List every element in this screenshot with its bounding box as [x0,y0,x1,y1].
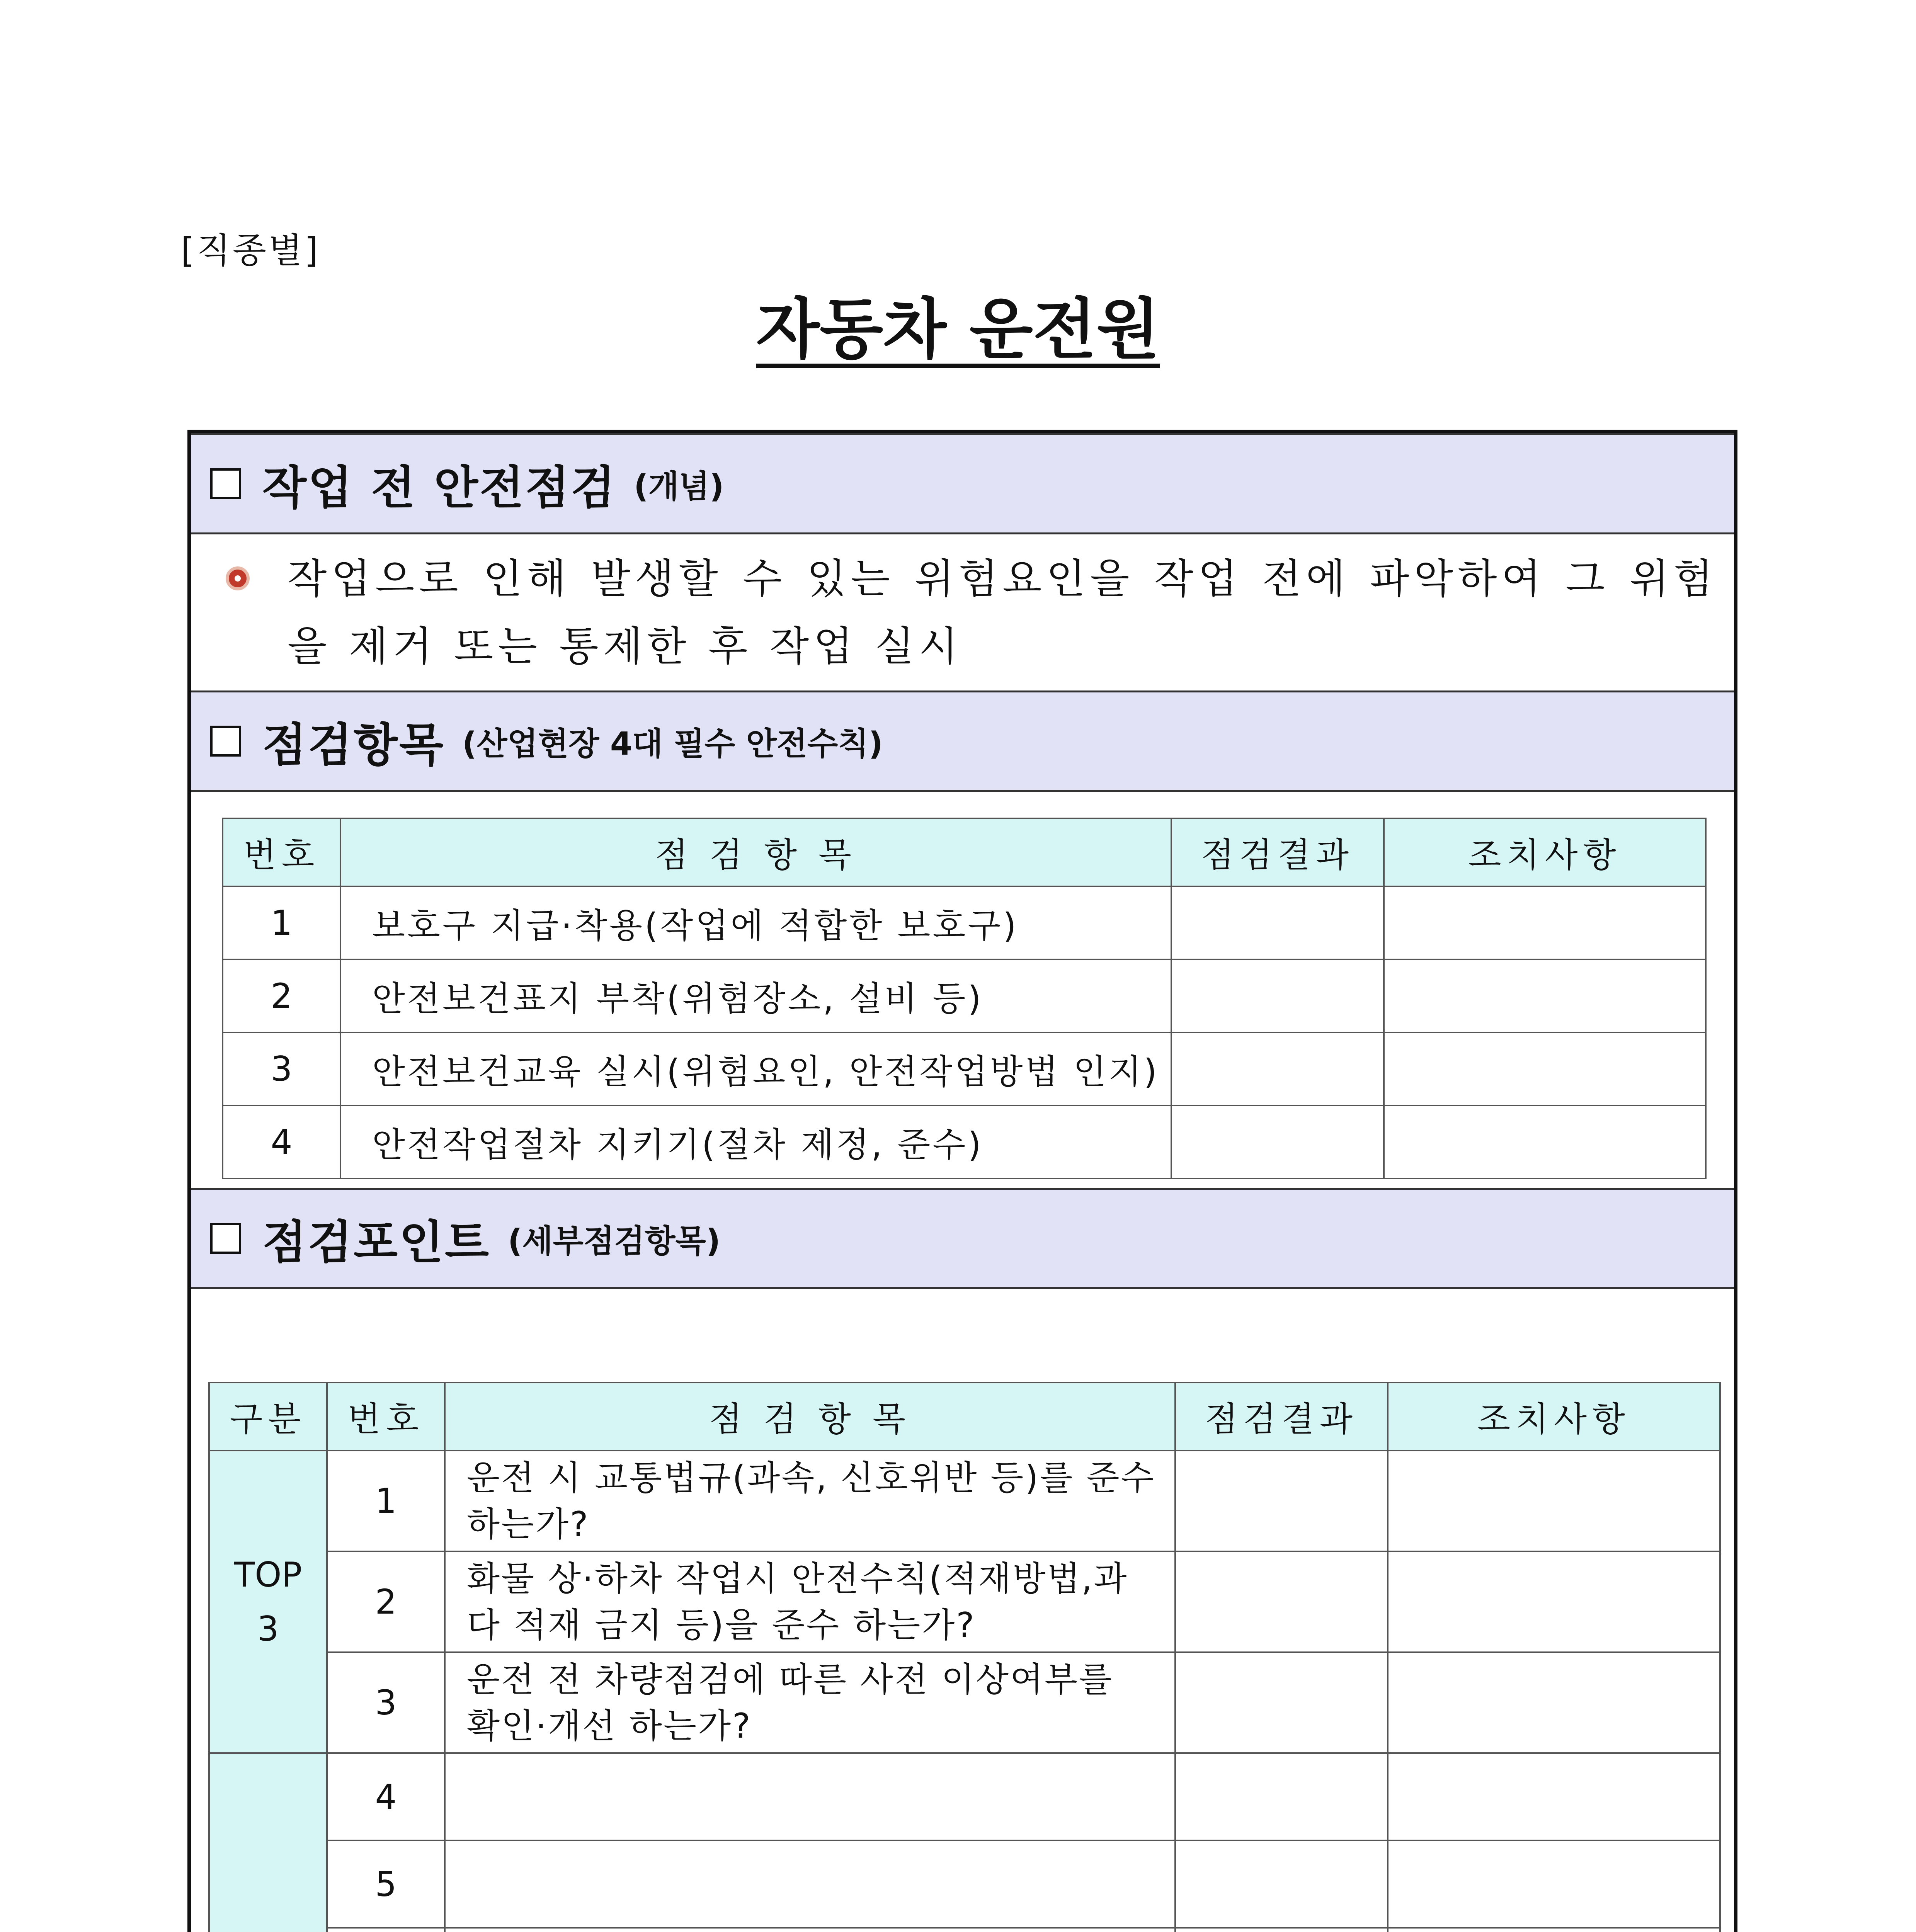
column-header: 점검결과 [1171,818,1384,886]
custom-item-cell[interactable] [445,1840,1175,1928]
checklist-frame [187,430,1737,1932]
action-cell[interactable] [1388,1840,1720,1928]
result-cell[interactable] [1175,1928,1388,1932]
table-row [209,1753,1720,1840]
action-cell[interactable] [1384,959,1706,1032]
custom-item-cell[interactable] [445,1928,1175,1932]
column-header: 번호 [223,818,340,886]
checkbox-square-icon [210,1223,241,1254]
column-header: 구분 [209,1383,327,1451]
result-cell[interactable] [1175,1840,1388,1928]
row-number: 3 [327,1652,445,1753]
column-header: 번호 [327,1383,445,1451]
table-row [209,1451,1720,1551]
row-number: 2 [223,959,340,1032]
table-row [209,1652,1720,1753]
table-header-row [209,1383,1720,1451]
table-row [209,1551,1720,1652]
action-cell[interactable] [1388,1551,1720,1652]
row-number: 2 [327,1551,445,1652]
row-number: 4 [327,1753,445,1840]
checkbox-square-icon [210,468,241,499]
check-item: 보호구 지급·착용(작업에 적합한 보호구) [340,886,1171,959]
basic-checklist-table [222,818,1707,1179]
action-cell[interactable] [1388,1928,1720,1932]
section-points-header [191,1188,1734,1289]
result-cell[interactable] [1171,1032,1384,1105]
column-header: 점검결과 [1175,1383,1388,1451]
group-self-selected [209,1753,327,1932]
action-cell[interactable] [1388,1652,1720,1753]
group-label: TOP 3 [234,1554,302,1649]
section-items-header [191,690,1734,792]
column-header: 조치사항 [1384,818,1706,886]
result-cell[interactable] [1171,1105,1384,1179]
result-cell[interactable] [1171,886,1384,959]
section-title: 점검항목 [262,718,445,772]
check-item: 운전 전 차량점검에 따른 사전 이상여부를 확인·개선 하는가? [445,1652,1175,1753]
column-header: 조치사항 [1388,1383,1720,1451]
action-cell[interactable] [1384,886,1706,959]
detail-checklist-table [208,1382,1721,1932]
result-cell[interactable] [1175,1451,1388,1551]
action-cell[interactable] [1384,1032,1706,1105]
row-number: 1 [223,886,340,959]
custom-item-cell[interactable] [445,1753,1175,1840]
action-cell[interactable] [1388,1451,1720,1551]
title-text: 자동차 운전원 [756,291,1160,368]
table-row [223,1105,1706,1179]
check-item: 안전보건교육 실시(위험요인, 안전작업방법 인지) [340,1032,1171,1105]
result-cell[interactable] [1175,1551,1388,1652]
check-item: 안전작업절차 지키기(절차 제정, 준수) [340,1105,1171,1179]
check-item: 안전보건표지 부착(위험장소, 설비 등) [340,959,1171,1032]
column-header: 점 검 항 목 [340,818,1171,886]
concept-description: 작업으로 인해 발생할 수 있는 위험요인을 작업 전에 파악하여 그 위험을 제거 또는 통제한 후 작업 실시 [288,555,1717,670]
check-item: 화물 상·하차 작업시 안전수칙(적재방법,과다 적재 금지 등)을 준수 하는가? [445,1551,1175,1652]
section-subtitle: (개념) [634,468,724,505]
row-number [327,1928,445,1932]
row-number: 3 [223,1032,340,1105]
row-number: 5 [327,1840,445,1928]
check-item: 운전 시 교통법규(과속, 신호위반 등)를 준수 하는가? [445,1451,1175,1551]
action-cell[interactable] [1388,1753,1720,1840]
section-subtitle: (세부점검항목) [507,1223,721,1260]
table-header-row [223,818,1706,886]
result-cell[interactable] [1175,1753,1388,1840]
checkbox-square-icon [210,726,241,757]
action-cell[interactable] [1384,1105,1706,1179]
table-row [223,959,1706,1032]
row-number: 4 [223,1105,340,1179]
document-category: [직종별] [181,230,321,271]
table-row [209,1928,1720,1932]
document-title [0,276,1916,371]
group-top3 [209,1451,327,1753]
column-header: 점 검 항 목 [445,1383,1175,1451]
section-title: 점검포인트 [262,1216,490,1269]
result-cell[interactable] [1171,959,1384,1032]
table-row [223,1032,1706,1105]
bullet-icon [226,566,250,590]
row-number: 1 [327,1451,445,1551]
section-subtitle: (산업현장 4대 필수 안전수칙) [462,725,883,762]
table-row [209,1840,1720,1928]
table-row [223,886,1706,959]
section-concept-header [191,433,1734,534]
result-cell[interactable] [1175,1652,1388,1753]
section-title: 작업 전 안전점검 [262,461,617,514]
